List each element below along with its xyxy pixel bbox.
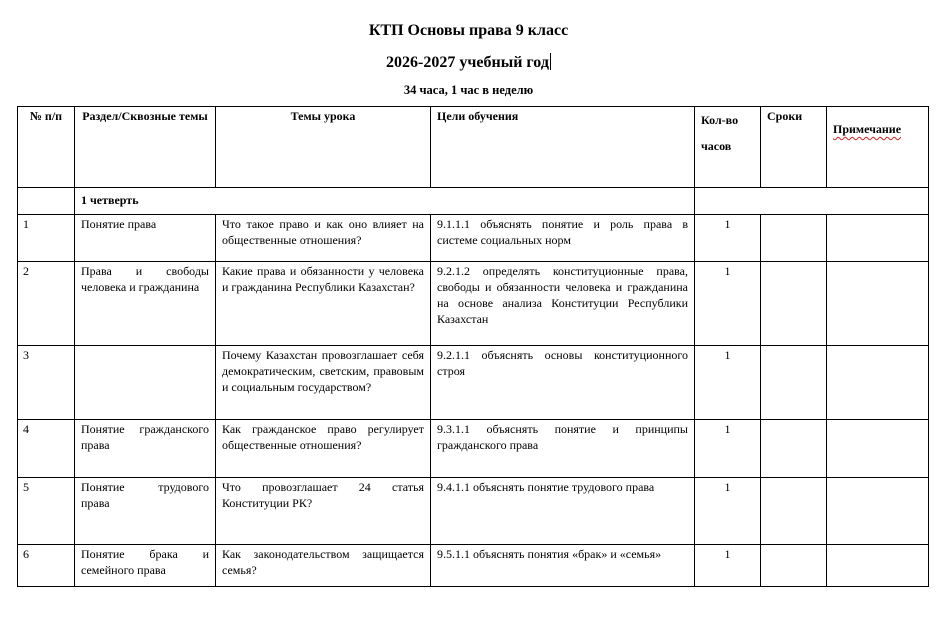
row-num: 2 [18, 262, 75, 346]
row-goal: 9.2.1.2 определять конституционные права, свободы и обязанности человека и гражданина на основе анализа Конституции Республики Казахстан [431, 262, 695, 346]
row-dates [761, 346, 827, 420]
row-dates [761, 478, 827, 545]
row-section: Понятие трудового права [75, 478, 216, 545]
row-goal: 9.4.1.1 объяснять понятие трудового права [431, 478, 695, 545]
row-topic: Почему Казахстан провозглашает себя демократическим, светским, правовым и социальным государством? [216, 346, 431, 420]
school-year [0, 53, 937, 72]
row-section: Права и свободы человека и гражданина [75, 262, 216, 346]
row-dates [761, 262, 827, 346]
row-dates [761, 545, 827, 587]
header-note-text: Примечание [833, 122, 902, 136]
document-title: КТП Основы права 9 класс [368, 22, 569, 39]
header-row [18, 107, 929, 188]
row-section [75, 346, 216, 420]
header-dates: Сроки [761, 107, 827, 188]
quarter-cell-empty [18, 188, 75, 215]
quarter-cell-empty-right [695, 188, 929, 215]
header-hours-line2: часов [701, 139, 732, 153]
row-note [827, 346, 929, 420]
quarter-row [18, 188, 929, 215]
table-row [18, 420, 929, 478]
header-hours [695, 107, 761, 188]
text-cursor [550, 53, 551, 70]
row-section: Понятие брака и семейного права [75, 545, 216, 587]
row-note [827, 420, 929, 478]
table-row [18, 545, 929, 587]
row-hours: 1 [695, 478, 761, 545]
row-note [827, 478, 929, 545]
row-dates [761, 420, 827, 478]
row-num: 1 [18, 215, 75, 262]
header-section: Раздел/Сквозные темы [75, 107, 216, 188]
row-note [827, 262, 929, 346]
ktp-table [17, 106, 929, 587]
table-row [18, 215, 929, 262]
row-goal: 9.2.1.1 объяснять основы конституционного строя [431, 346, 695, 420]
row-hours: 1 [695, 545, 761, 587]
table-row [18, 346, 929, 420]
header-topic: Темы урока [216, 107, 431, 188]
row-topic: Как законодательством защищается семья? [216, 545, 431, 587]
row-goal: 9.5.1.1 объяснять понятия «брак» и «семья» [431, 545, 695, 587]
row-topic: Что провозглашает 24 статья Конституции РК? [216, 478, 431, 545]
row-hours: 1 [695, 262, 761, 346]
row-num: 3 [18, 346, 75, 420]
row-num: 4 [18, 420, 75, 478]
hours-note: 34 часа, 1 час в неделю [403, 83, 534, 97]
row-section: Понятие права [75, 215, 216, 262]
row-dates [761, 215, 827, 262]
row-num: 6 [18, 545, 75, 587]
row-topic: Как гражданское право регулирует общественные отношения? [216, 420, 431, 478]
table-row [18, 478, 929, 545]
row-hours: 1 [695, 215, 761, 262]
row-goal: 9.3.1.1 объяснять понятие и принципы гражданского права [431, 420, 695, 478]
row-hours: 1 [695, 346, 761, 420]
table-row [18, 262, 929, 346]
quarter-label: 1 четверть [75, 188, 695, 215]
row-hours: 1 [695, 420, 761, 478]
row-goal: 9.1.1.1 объяснять понятие и роль права в системе социальных норм [431, 215, 695, 262]
header-goals: Цели обучения [431, 107, 695, 188]
row-topic: Какие права и обязанности у человека и гражданина Республики Казахстан? [216, 262, 431, 346]
row-topic: Что такое право и как оно влияет на общественные отношения? [216, 215, 431, 262]
row-note [827, 545, 929, 587]
header-hours-line1: Кол-во [701, 113, 739, 127]
row-num: 5 [18, 478, 75, 545]
row-section: Понятие гражданского права [75, 420, 216, 478]
school-year-text: 2026-2027 учебный год [386, 54, 549, 71]
header-num: № п/п [18, 107, 75, 188]
header-note [827, 107, 929, 188]
row-note [827, 215, 929, 262]
